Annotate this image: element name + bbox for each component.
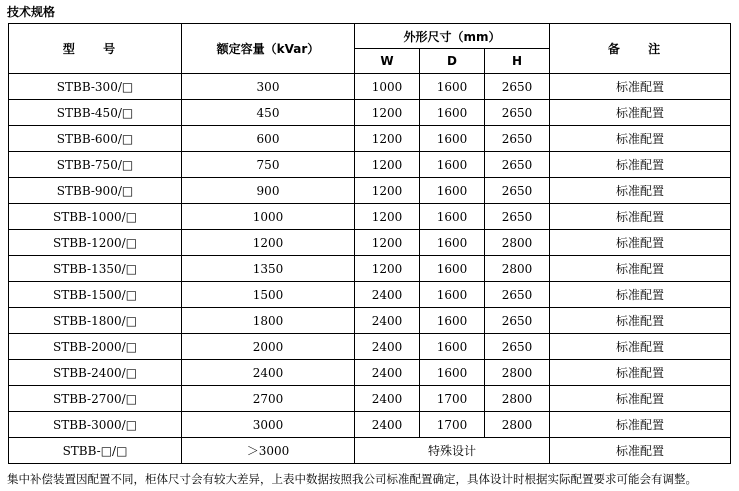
cell-h: 2650 [485, 282, 550, 308]
table-row [9, 126, 731, 152]
cell-model: STBB-1350/□ [9, 256, 182, 282]
cell-remark: 标准配置 [550, 334, 731, 360]
cell-remark: 标准配置 [550, 308, 731, 334]
cell-w: 2400 [355, 308, 420, 334]
cell-model: STBB-□/□ [9, 438, 182, 464]
table-row [9, 308, 731, 334]
cell-remark: 标准配置 [550, 100, 731, 126]
cell-h: 2650 [485, 100, 550, 126]
cell-h: 2650 [485, 334, 550, 360]
cell-d: 1600 [420, 126, 485, 152]
cell-w: 2400 [355, 334, 420, 360]
footnote: 集中补偿装置因配置不同，柜体尺寸会有较大差异，上表中数据按照我公司标准配置确定，具体设计时根据实际配置要求可能会有调整。 [7, 472, 697, 486]
cell-model: STBB-3000/□ [9, 412, 182, 438]
table-row [9, 256, 731, 282]
cell-remark: 标准配置 [550, 360, 731, 386]
cell-h: 2650 [485, 74, 550, 100]
cell-d: 1600 [420, 360, 485, 386]
spec-table [8, 23, 731, 464]
cell-remark: 标准配置 [550, 204, 731, 230]
cell-w: 1200 [355, 204, 420, 230]
cell-d: 1600 [420, 152, 485, 178]
cell-capacity: 3000 [182, 412, 355, 438]
cell-capacity: 2400 [182, 360, 355, 386]
table-row [9, 282, 731, 308]
cell-h: 2800 [485, 230, 550, 256]
cell-remark: 标准配置 [550, 412, 731, 438]
table-row-special [9, 438, 731, 464]
cell-model: STBB-1200/□ [9, 230, 182, 256]
table-row [9, 178, 731, 204]
table-row [9, 334, 731, 360]
cell-d: 1600 [420, 100, 485, 126]
cell-remark: 标准配置 [550, 178, 731, 204]
cell-model: STBB-2000/□ [9, 334, 182, 360]
cell-remark: 标准配置 [550, 152, 731, 178]
cell-h: 2650 [485, 308, 550, 334]
cell-capacity: 1200 [182, 230, 355, 256]
cell-h: 2800 [485, 412, 550, 438]
header-remark: 备 注 [550, 24, 731, 74]
table-row [9, 100, 731, 126]
cell-remark: 标准配置 [550, 256, 731, 282]
cell-w: 1200 [355, 152, 420, 178]
cell-capacity: 600 [182, 126, 355, 152]
cell-d: 1600 [420, 334, 485, 360]
cell-h: 2650 [485, 152, 550, 178]
cell-w: 1200 [355, 126, 420, 152]
cell-d: 1600 [420, 282, 485, 308]
table-row [9, 360, 731, 386]
cell-w: 1200 [355, 100, 420, 126]
cell-w: 1200 [355, 256, 420, 282]
header-model: 型 号 [9, 24, 182, 74]
cell-w: 2400 [355, 412, 420, 438]
cell-remark: 标准配置 [550, 126, 731, 152]
cell-remark: 标准配置 [550, 230, 731, 256]
cell-capacity: 1000 [182, 204, 355, 230]
cell-model: STBB-450/□ [9, 100, 182, 126]
table-row [9, 412, 731, 438]
cell-d: 1600 [420, 178, 485, 204]
cell-model: STBB-2400/□ [9, 360, 182, 386]
cell-d: 1600 [420, 308, 485, 334]
cell-h: 2800 [485, 360, 550, 386]
cell-d: 1600 [420, 230, 485, 256]
header-dimensions: 外形尺寸（mm） [355, 24, 550, 49]
cell-w: 1000 [355, 74, 420, 100]
cell-remark: 标准配置 [550, 282, 731, 308]
cell-remark: 标准配置 [550, 386, 731, 412]
cell-w: 2400 [355, 282, 420, 308]
cell-capacity: 2000 [182, 334, 355, 360]
cell-d: 1600 [420, 256, 485, 282]
cell-capacity: 300 [182, 74, 355, 100]
cell-capacity: 1800 [182, 308, 355, 334]
cell-capacity: 1500 [182, 282, 355, 308]
cell-model: STBB-1800/□ [9, 308, 182, 334]
table-row [9, 230, 731, 256]
cell-w: 2400 [355, 386, 420, 412]
cell-model: STBB-2700/□ [9, 386, 182, 412]
section-title: 技术规格 [7, 5, 56, 19]
cell-model: STBB-750/□ [9, 152, 182, 178]
cell-w: 2400 [355, 360, 420, 386]
header-d: D [420, 49, 485, 74]
cell-d: 1600 [420, 74, 485, 100]
cell-model: STBB-900/□ [9, 178, 182, 204]
cell-model: STBB-1000/□ [9, 204, 182, 230]
cell-w: 1200 [355, 178, 420, 204]
header-w: W [355, 49, 420, 74]
cell-model: STBB-1500/□ [9, 282, 182, 308]
cell-capacity: 1350 [182, 256, 355, 282]
cell-remark: 标准配置 [550, 74, 731, 100]
cell-d: 1600 [420, 204, 485, 230]
cell-d: 1700 [420, 412, 485, 438]
cell-d: 1700 [420, 386, 485, 412]
header-h: H [485, 49, 550, 74]
table-row [9, 152, 731, 178]
cell-h: 2650 [485, 126, 550, 152]
cell-h: 2650 [485, 178, 550, 204]
cell-dimensions: 特殊设计 [355, 438, 550, 464]
cell-h: 2650 [485, 204, 550, 230]
cell-remark: 标准配置 [550, 438, 731, 464]
table-row [9, 204, 731, 230]
table-row [9, 74, 731, 100]
cell-model: STBB-300/□ [9, 74, 182, 100]
header-capacity: 额定容量（kVar） [182, 24, 355, 74]
cell-capacity: 450 [182, 100, 355, 126]
cell-model: STBB-600/□ [9, 126, 182, 152]
cell-w: 1200 [355, 230, 420, 256]
cell-capacity: 2700 [182, 386, 355, 412]
cell-capacity: 900 [182, 178, 355, 204]
cell-h: 2800 [485, 386, 550, 412]
cell-capacity: ＞3000 [182, 438, 355, 464]
cell-h: 2800 [485, 256, 550, 282]
table-row [9, 386, 731, 412]
cell-capacity: 750 [182, 152, 355, 178]
